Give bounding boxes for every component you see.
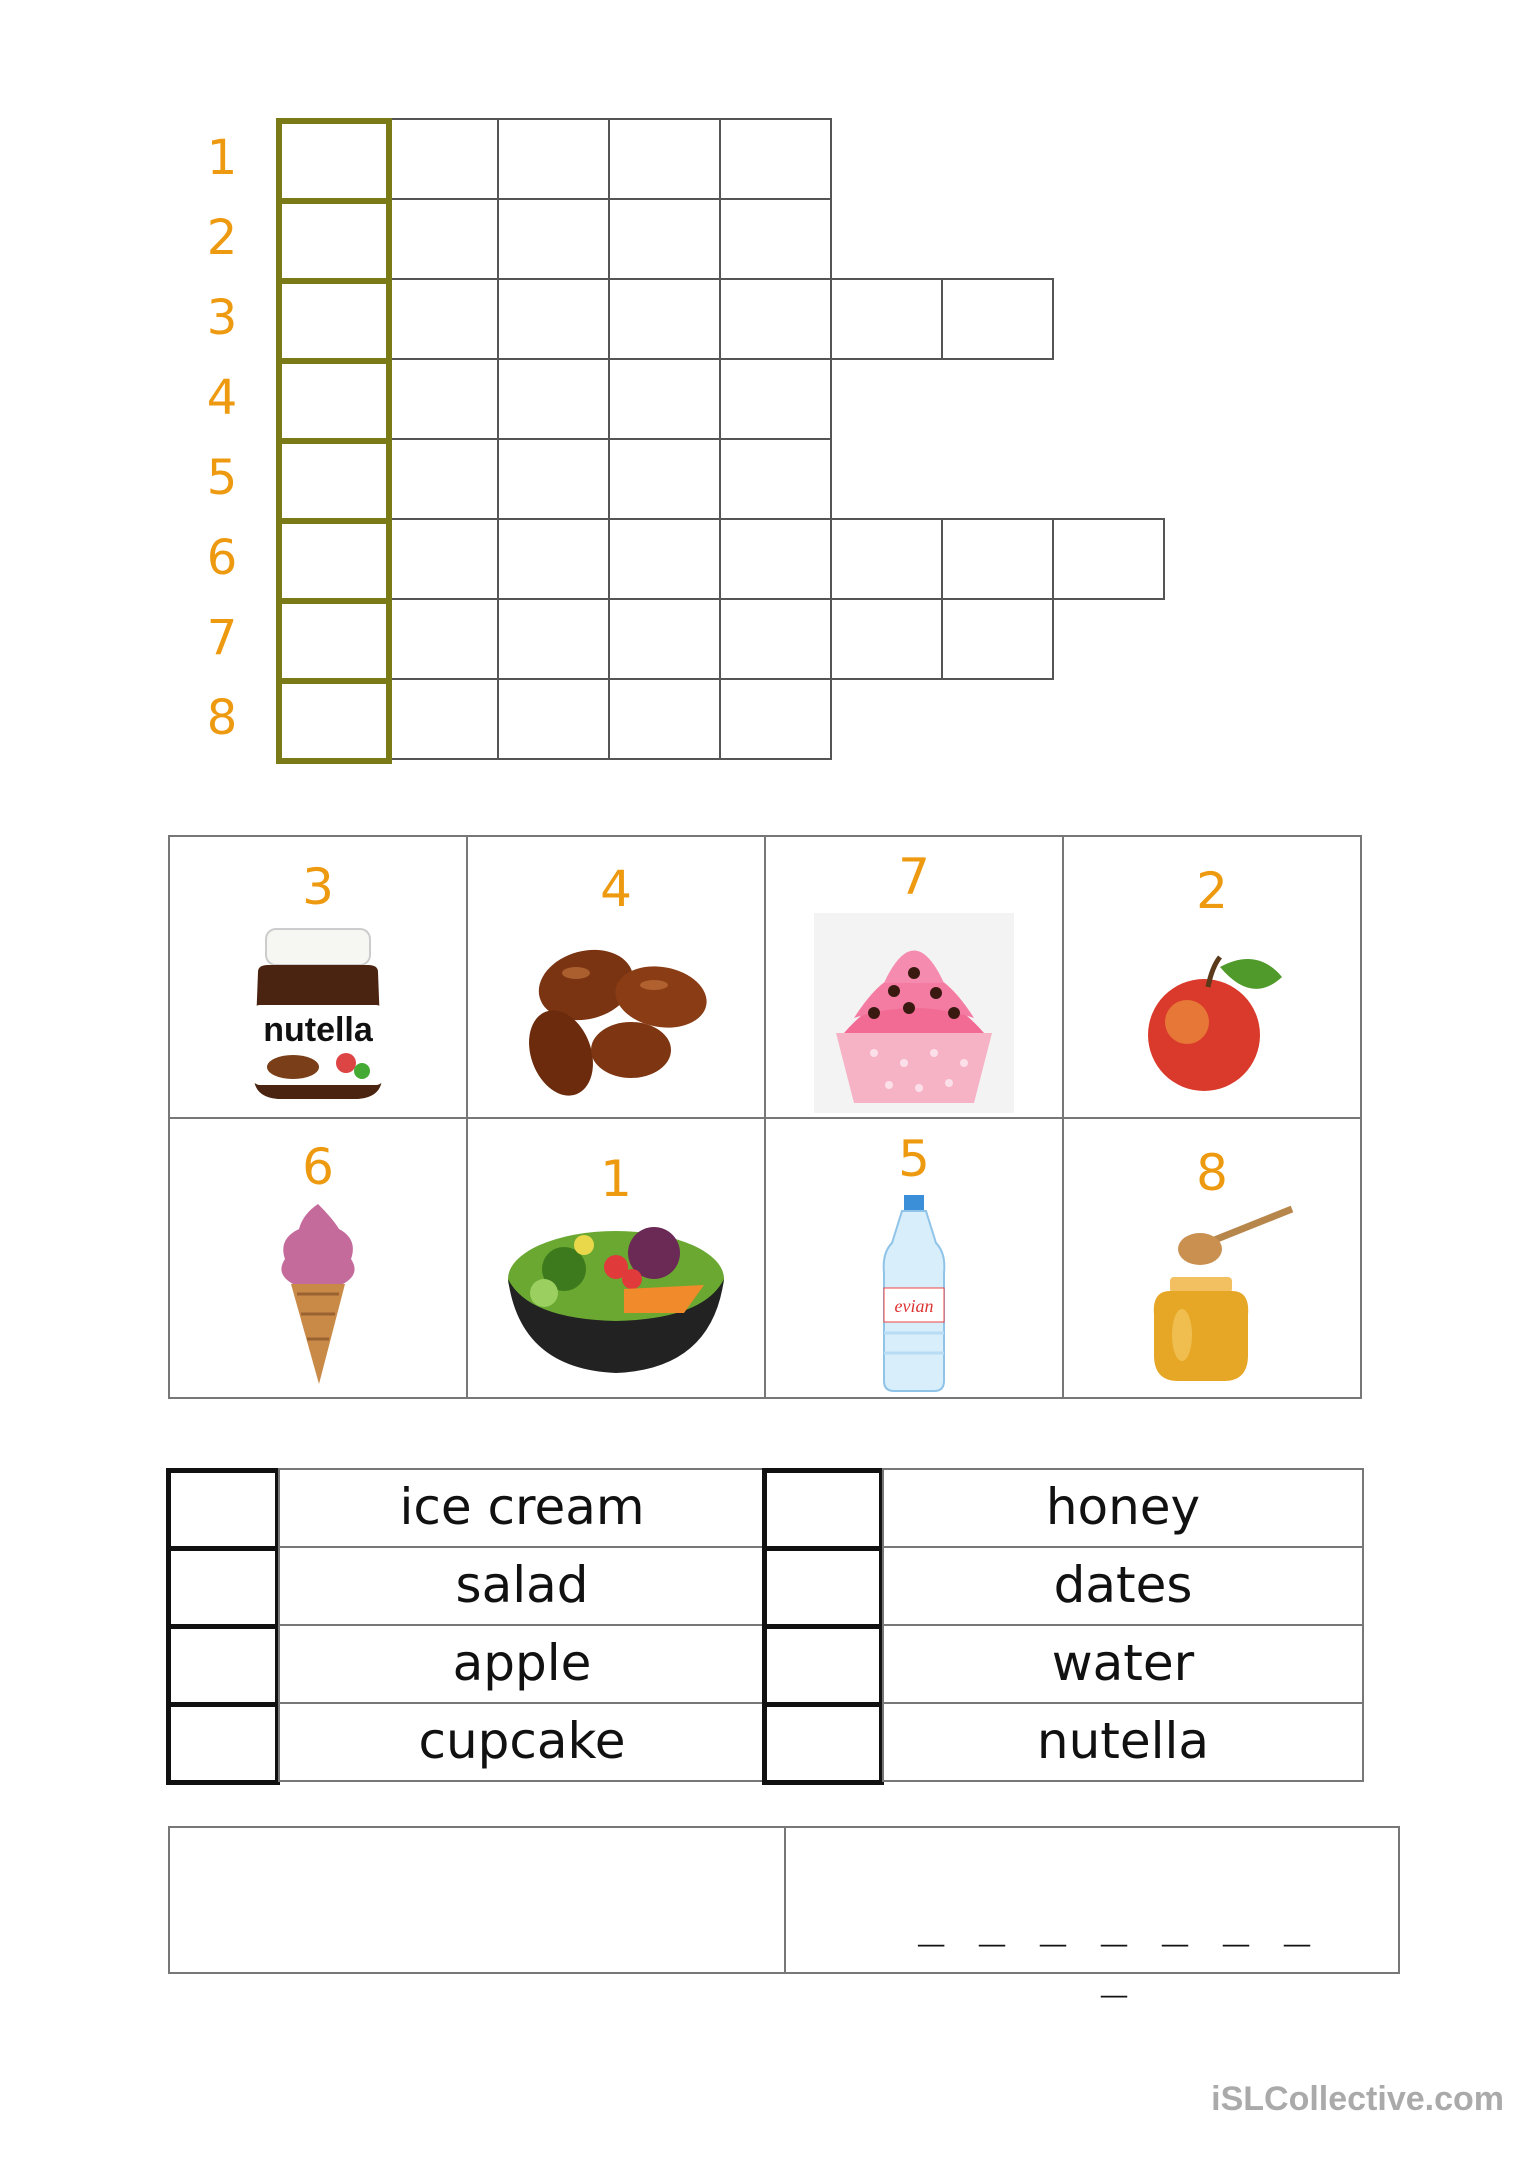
picture-cell	[764, 1117, 1064, 1399]
picture-number: 4	[600, 860, 632, 918]
crossword-key-cell[interactable]	[276, 518, 392, 604]
crossword-cell[interactable]	[497, 198, 610, 280]
crossword-cell[interactable]	[497, 518, 610, 600]
answer-box[interactable]	[762, 1702, 884, 1785]
crossword-cell[interactable]	[941, 278, 1054, 360]
answer-box[interactable]	[166, 1702, 280, 1785]
clue-number: 5	[206, 450, 238, 506]
crossword-cell[interactable]	[497, 598, 610, 680]
answer-box[interactable]	[762, 1468, 884, 1551]
crossword-cell[interactable]	[608, 678, 721, 760]
answer-box-right[interactable]	[784, 1826, 1400, 1998]
picture-cell	[1062, 1117, 1362, 1399]
crossword-cell[interactable]	[497, 278, 610, 360]
picture-cell	[1062, 835, 1362, 1119]
picture-number: 7	[898, 848, 930, 906]
cupcake-icon	[814, 913, 1014, 1113]
picture-cell	[764, 835, 1064, 1119]
word-cell: ice cream	[278, 1468, 766, 1548]
answer-box[interactable]	[762, 1546, 884, 1629]
crossword-cell[interactable]	[386, 358, 499, 440]
crossword-cell[interactable]	[830, 518, 943, 600]
water-label: evian	[894, 1296, 934, 1316]
nutella-jar-icon	[248, 917, 388, 1107]
crossword-cell[interactable]	[719, 678, 832, 760]
honey-jar-icon	[1142, 1205, 1302, 1385]
crossword-cell[interactable]	[719, 118, 832, 200]
word-cell: dates	[882, 1546, 1364, 1626]
water-bottle-icon	[880, 1193, 948, 1393]
clue-number: 4	[206, 370, 238, 426]
crossword-cell[interactable]	[941, 518, 1054, 600]
picture-number: 2	[1196, 862, 1228, 920]
answer-box[interactable]	[166, 1546, 280, 1629]
crossword-key-cell[interactable]	[276, 678, 392, 764]
crossword-cell[interactable]	[719, 278, 832, 360]
crossword-key-cell[interactable]	[276, 278, 392, 364]
crossword-cell[interactable]	[719, 198, 832, 280]
crossword-cell[interactable]	[386, 278, 499, 360]
crossword-cell[interactable]	[608, 438, 721, 520]
word-cell: water	[882, 1624, 1364, 1704]
picture-number: 3	[302, 858, 334, 916]
crossword-cell[interactable]	[608, 598, 721, 680]
apple-icon	[1142, 947, 1292, 1097]
crossword-key-cell[interactable]	[276, 198, 392, 284]
picture-number: 5	[898, 1130, 930, 1188]
dates-icon	[516, 925, 716, 1105]
answer-box-left[interactable]	[168, 1826, 786, 1974]
word-cell: apple	[278, 1624, 766, 1704]
picture-cell	[168, 1117, 468, 1399]
answer-blank: _ _ _ _ _ _ _ _	[917, 1896, 1315, 1998]
crossword-cell[interactable]	[1052, 518, 1165, 600]
answer-box[interactable]	[166, 1468, 280, 1551]
crossword-cell[interactable]	[386, 198, 499, 280]
picture-cell	[168, 835, 468, 1119]
crossword-cell[interactable]	[941, 598, 1054, 680]
crossword-cell[interactable]	[386, 518, 499, 600]
footer-watermark: iSLCollective.com	[1211, 2080, 1504, 2118]
word-cell: honey	[882, 1468, 1364, 1548]
crossword-key-cell[interactable]	[276, 358, 392, 444]
picture-cell	[466, 1117, 766, 1399]
crossword-cell[interactable]	[386, 118, 499, 200]
picture-number: 1	[600, 1150, 632, 1208]
nutella-label: nutella	[263, 1011, 373, 1049]
clue-number: 8	[206, 690, 238, 746]
crossword-cell[interactable]	[386, 678, 499, 760]
crossword-key-cell[interactable]	[276, 118, 392, 204]
clue-number: 6	[206, 530, 238, 586]
crossword-key-cell[interactable]	[276, 598, 392, 684]
crossword-cell[interactable]	[608, 358, 721, 440]
crossword-cell[interactable]	[719, 518, 832, 600]
clue-number: 1	[206, 130, 238, 186]
crossword-cell[interactable]	[830, 598, 943, 680]
word-cell: salad	[278, 1546, 766, 1626]
clue-number: 3	[206, 290, 238, 346]
picture-cell	[466, 835, 766, 1119]
picture-number: 6	[302, 1138, 334, 1196]
crossword-cell[interactable]	[830, 278, 943, 360]
clue-number: 2	[206, 210, 238, 266]
crossword-cell[interactable]	[608, 198, 721, 280]
answer-box[interactable]	[166, 1624, 280, 1707]
picture-number: 8	[1196, 1144, 1228, 1202]
word-cell: nutella	[882, 1702, 1364, 1782]
crossword-cell[interactable]	[608, 118, 721, 200]
crossword-cell[interactable]	[497, 118, 610, 200]
crossword-cell[interactable]	[497, 438, 610, 520]
ice-cream-icon	[273, 1199, 363, 1389]
crossword-cell[interactable]	[608, 278, 721, 360]
crossword-cell[interactable]	[497, 678, 610, 760]
crossword-cell[interactable]	[719, 598, 832, 680]
crossword-cell[interactable]	[386, 438, 499, 520]
word-cell: cupcake	[278, 1702, 766, 1782]
salad-icon	[504, 1209, 728, 1379]
crossword-key-cell[interactable]	[276, 438, 392, 524]
crossword-cell[interactable]	[608, 518, 721, 600]
answer-box[interactable]	[762, 1624, 884, 1707]
crossword-cell[interactable]	[386, 598, 499, 680]
crossword-cell[interactable]	[497, 358, 610, 440]
crossword-cell[interactable]	[719, 438, 832, 520]
clue-number: 7	[206, 610, 238, 666]
crossword-cell[interactable]	[719, 358, 832, 440]
